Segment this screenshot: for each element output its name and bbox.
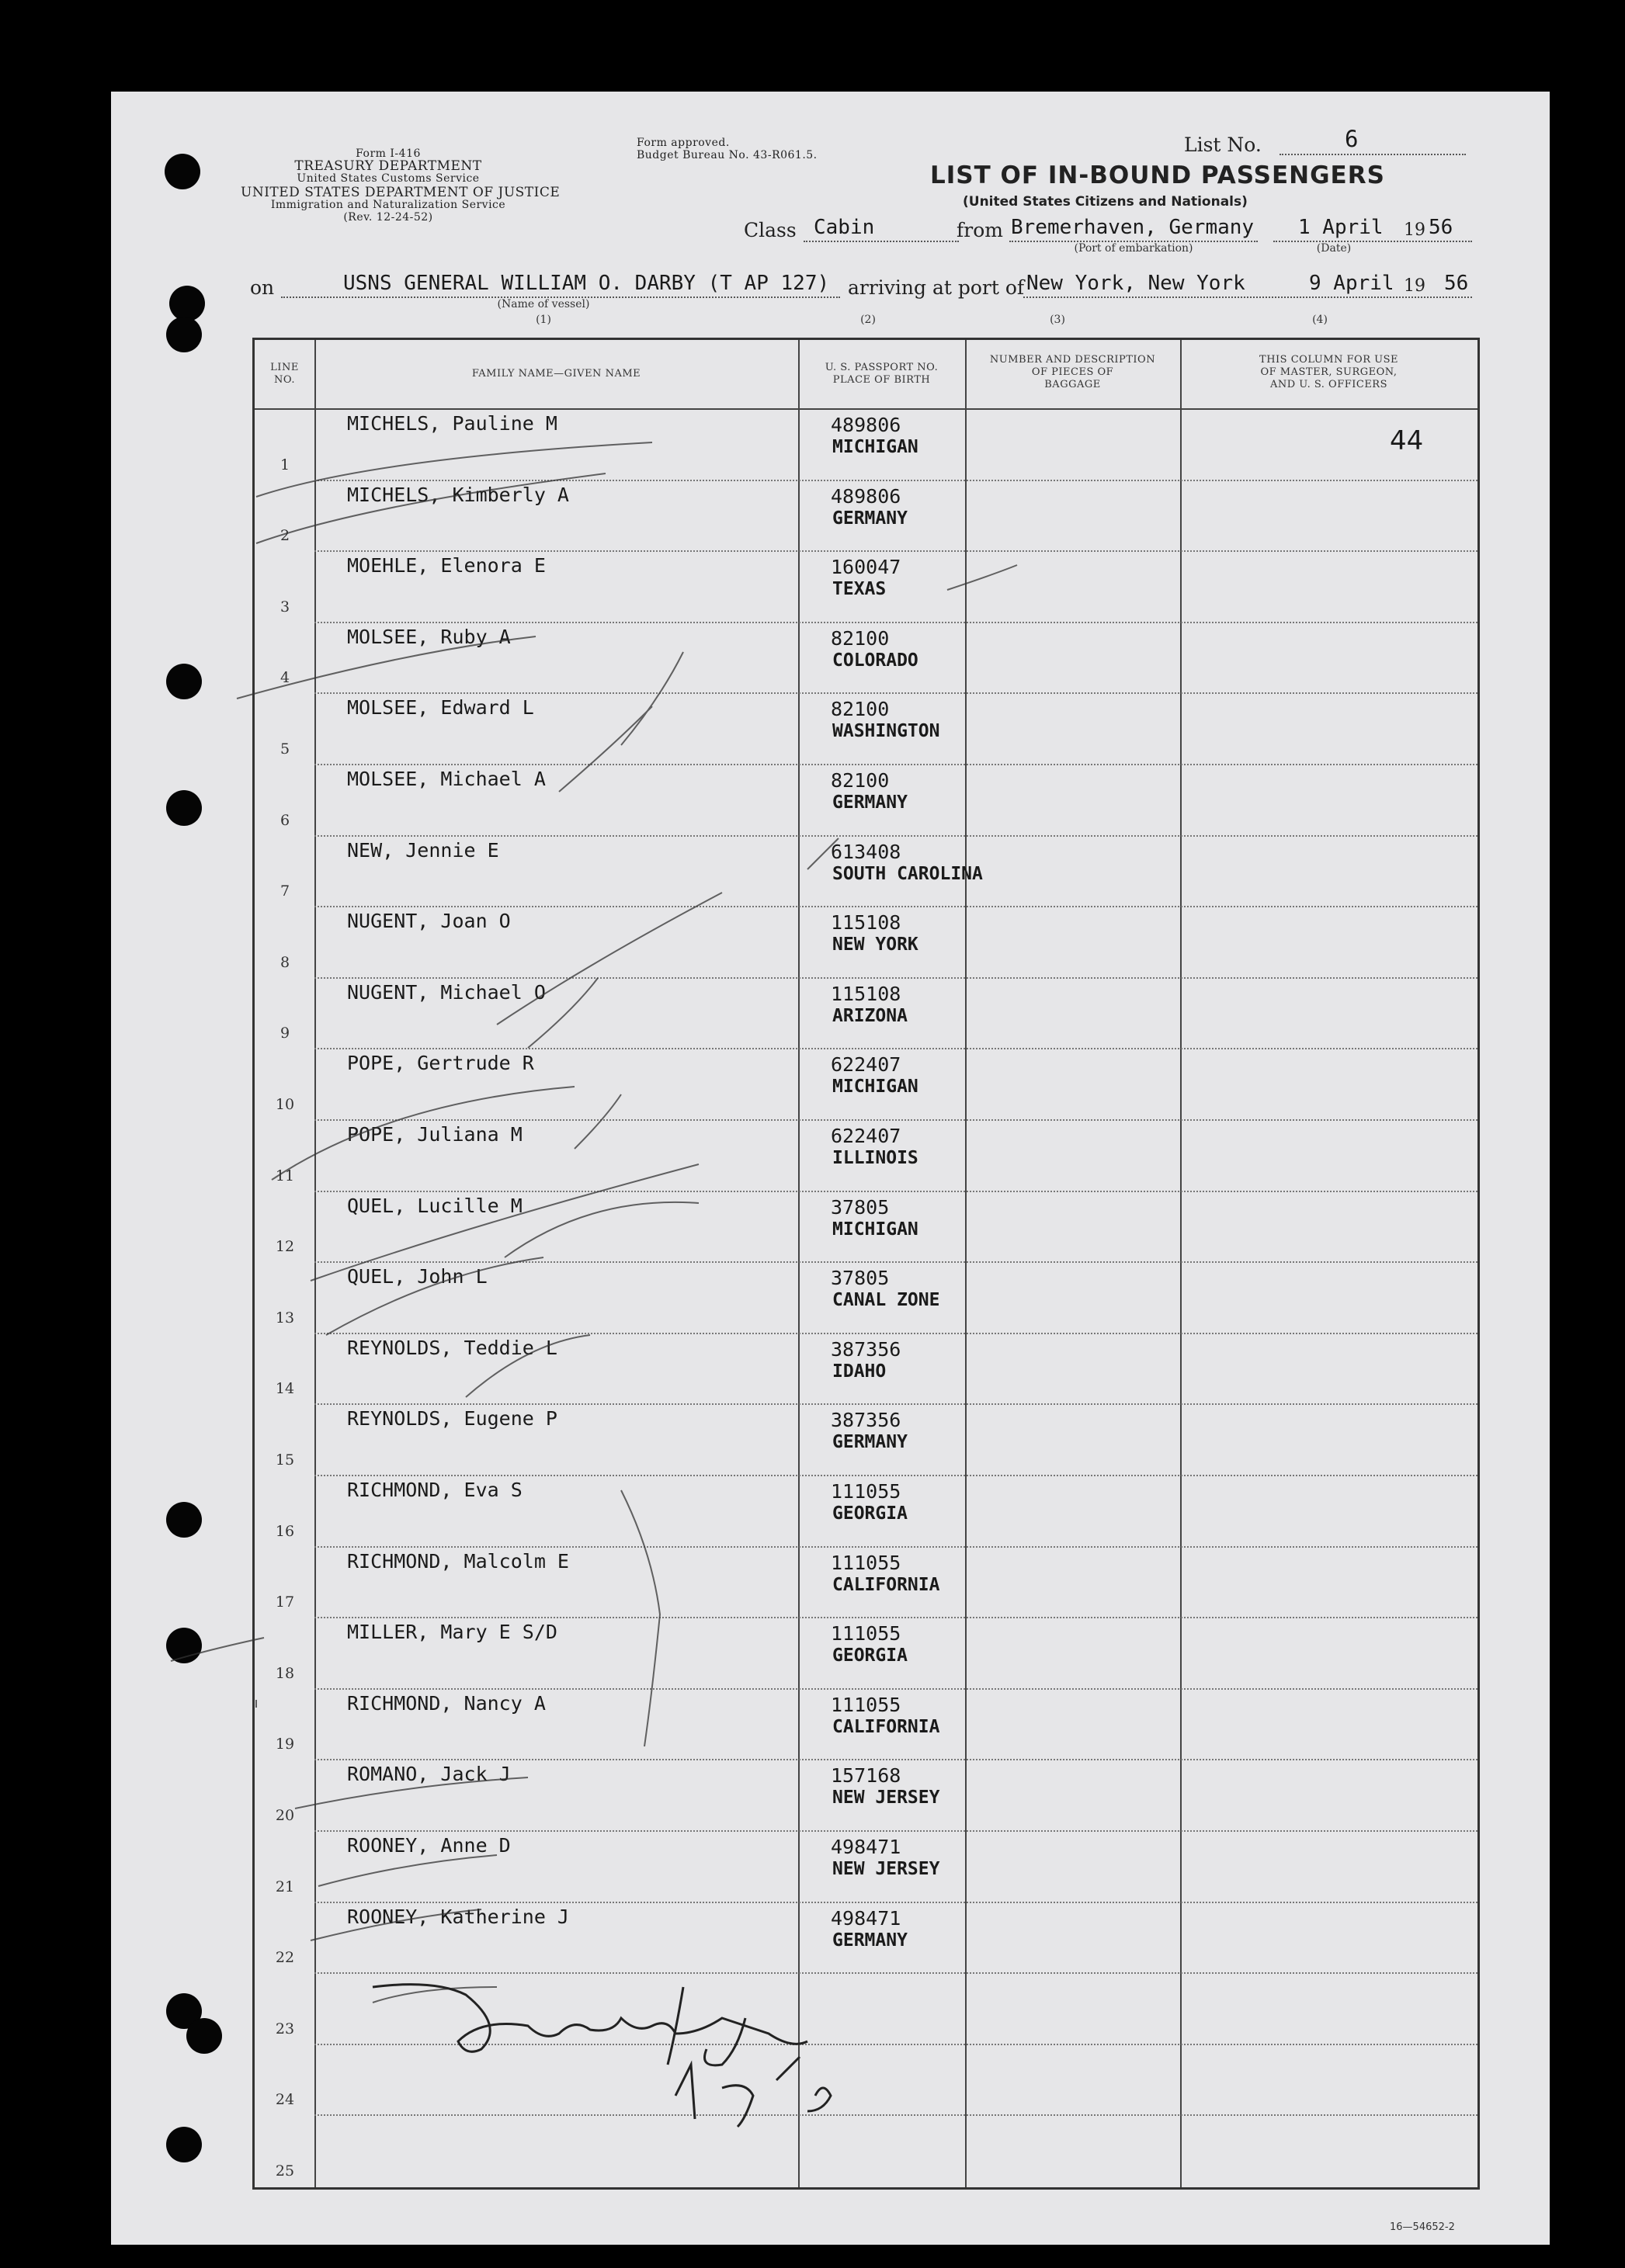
- line-number: 1: [280, 456, 290, 473]
- passport-number: 489806: [831, 414, 901, 436]
- passenger-name: POPE, Gertrude R: [347, 1052, 534, 1075]
- place-of-birth: GEORGIA: [832, 1503, 908, 1524]
- col-header-baggage-3: BAGGAGE: [1044, 379, 1101, 390]
- place-of-birth: GEORGIA: [832, 1646, 908, 1666]
- place-of-birth: MICHIGAN: [832, 1077, 918, 1098]
- passport-number: 82100: [831, 769, 890, 792]
- place-of-birth: MICHIGAN: [832, 1219, 918, 1240]
- page-subtitle: (United States Citizens and Nationals): [963, 194, 1248, 210]
- passenger-name: MICHELS, Kimberly A: [347, 483, 569, 506]
- place-of-birth: NEW YORK: [832, 935, 918, 955]
- budget-bureau: Budget Bureau No. 43-R061.5.: [637, 149, 818, 161]
- place-of-birth: COLORADO: [832, 650, 918, 671]
- col-header-passport-no: U. S. PASSPORT NO.: [825, 362, 939, 373]
- line-number: 14: [275, 1380, 295, 1398]
- line-number: 9: [280, 1025, 290, 1042]
- passport-number: 111055: [831, 1551, 901, 1574]
- justice-dept: UNITED STATES DEPARTMENT OF JUSTICE: [241, 185, 561, 200]
- passport-number: 115108: [831, 982, 901, 1005]
- arrival-year-prefix: 19: [1404, 276, 1425, 296]
- passport-number: 622407: [831, 1125, 901, 1147]
- passenger-name: MICHELS, Pauline M: [347, 412, 557, 435]
- passenger-name: ROMANO, Jack J: [347, 1763, 511, 1786]
- list-no-label: List No.: [1184, 134, 1262, 156]
- col-header-officers-1: THIS COLUMN FOR USE: [1259, 354, 1398, 366]
- passport-number: 387356: [831, 1409, 901, 1432]
- col-header-baggage-1: NUMBER AND DESCRIPTION: [989, 354, 1156, 366]
- line-number: 21: [275, 1878, 295, 1895]
- line-number: 18: [275, 1664, 295, 1682]
- passenger-name: REYNOLDS, Teddie L: [347, 1336, 557, 1359]
- embark-year-prefix: 19: [1404, 220, 1425, 240]
- col-num-3: (3): [1050, 314, 1065, 326]
- line-number: 19: [275, 1736, 295, 1753]
- passport-number: 157168: [831, 1764, 901, 1788]
- passport-number: 111055: [831, 1480, 901, 1503]
- passport-number: 498471: [831, 1906, 901, 1930]
- col-num-4: (4): [1312, 314, 1328, 326]
- passenger-name: MILLER, Mary E S/D: [347, 1621, 557, 1644]
- arrival-date: 9 April: [1309, 272, 1394, 295]
- col-num-2: (2): [860, 314, 876, 326]
- passport-number: 160047: [831, 556, 901, 579]
- place-of-birth: TEXAS: [832, 579, 887, 600]
- place-of-birth: GERMANY: [832, 1930, 908, 1951]
- passenger-name: MOLSEE, Edward L: [347, 696, 534, 720]
- line-number: 6: [280, 811, 290, 829]
- customs-service: United States Customs Service: [297, 172, 480, 185]
- class-value: Cabin: [814, 216, 875, 239]
- embark-date: 1 April: [1298, 216, 1384, 239]
- col-header-officers-3: AND U. S. OFFICERS: [1269, 379, 1388, 390]
- footer-code: 16—54652-2: [1390, 2221, 1455, 2233]
- line-number: 3: [280, 598, 290, 616]
- arriving-label: arriving at port of: [848, 276, 1025, 299]
- place-of-birth: GERMANY: [832, 1432, 908, 1453]
- passenger-name: RICHMOND, Nancy A: [347, 1691, 546, 1715]
- from-label: from: [957, 219, 1003, 241]
- passport-number: 115108: [831, 911, 901, 935]
- passport-number: 613408: [831, 840, 901, 863]
- passport-number: 111055: [831, 1622, 901, 1646]
- class-label: Class: [744, 219, 797, 241]
- place-of-birth: CALIFORNIA: [832, 1716, 940, 1737]
- passport-number: 82100: [831, 698, 890, 721]
- line-number: 17: [275, 1593, 295, 1611]
- line-number: 13: [275, 1309, 295, 1326]
- line-number: 2: [280, 527, 290, 545]
- place-of-birth: NEW JERSEY: [832, 1859, 940, 1879]
- passport-number: 111055: [831, 1693, 901, 1716]
- port-of-embarkation: Bremerhaven, Germany: [1011, 216, 1255, 239]
- passenger-name: RICHMOND, Malcolm E: [347, 1549, 569, 1573]
- passenger-name: MOLSEE, Ruby A: [347, 625, 511, 648]
- place-of-birth: MICHIGAN: [832, 437, 918, 457]
- passport-number: 622407: [831, 1053, 901, 1077]
- line-number: 7: [280, 883, 290, 900]
- col-header-name: FAMILY NAME—GIVEN NAME: [471, 368, 641, 380]
- ins-service: Immigration and Naturalization Service: [270, 199, 506, 211]
- place-of-birth: GERMANY: [832, 508, 908, 529]
- line-number: 10: [275, 1096, 295, 1113]
- passenger-name: NEW, Jennie E: [347, 838, 499, 862]
- form-revision: (Rev. 12-24-52): [343, 211, 433, 224]
- passport-number: 387356: [831, 1337, 901, 1361]
- passenger-name: QUEL, John L: [347, 1265, 488, 1288]
- date-caption: (Date): [1316, 242, 1352, 255]
- line-number: 15: [275, 1451, 295, 1469]
- place-of-birth: IDAHO: [832, 1361, 887, 1382]
- on-label: on: [250, 276, 275, 299]
- passenger-name: QUEL, Lucille M: [347, 1194, 523, 1217]
- passport-number: 37805: [831, 1267, 890, 1290]
- col-header-no-text: NO.: [274, 374, 295, 386]
- officer-note: 44: [1390, 425, 1424, 456]
- passport-number: 82100: [831, 626, 890, 650]
- line-number: 20: [275, 1807, 295, 1824]
- col-header-baggage-2: OF PIECES OF: [1031, 366, 1114, 378]
- place-of-birth: WASHINGTON: [832, 721, 940, 742]
- line-number: 22: [275, 1949, 295, 1967]
- passenger-name: ROONEY, Katherine J: [347, 1905, 569, 1928]
- treasury-dept: TREASURY DEPARTMENT: [294, 158, 482, 174]
- place-of-birth: ARIZONA: [832, 1005, 908, 1026]
- passenger-name: ROONEY, Anne D: [347, 1834, 511, 1857]
- vessel-name: USNS GENERAL WILLIAM O. DARBY (T AP 127): [343, 272, 830, 295]
- line-number: 5: [280, 740, 290, 758]
- list-number: 6: [1345, 126, 1359, 152]
- arrival-year: 56: [1444, 272, 1469, 295]
- col-num-1: (1): [536, 314, 551, 326]
- passenger-name: POPE, Juliana M: [347, 1123, 523, 1146]
- passenger-name: REYNOLDS, Eugene P: [347, 1407, 557, 1431]
- passenger-name: MOEHLE, Elenora E: [347, 554, 546, 577]
- passenger-name: NUGENT, Michael O: [347, 980, 546, 1004]
- arrival-port: New York, New York: [1026, 272, 1245, 295]
- line-number: 24: [275, 2091, 295, 2109]
- place-of-birth: CANAL ZONE: [832, 1290, 940, 1311]
- col-header-place-of-birth: PLACE OF BIRTH: [832, 374, 931, 386]
- page-title: LIST OF IN-BOUND PASSENGERS: [930, 161, 1385, 189]
- vessel-caption: (Name of vessel): [497, 298, 590, 310]
- line-number: 23: [275, 2020, 295, 2037]
- passport-number: 37805: [831, 1195, 890, 1219]
- place-of-birth: CALIFORNIA: [832, 1574, 940, 1595]
- embark-year: 56: [1429, 216, 1453, 239]
- embark-caption: (Port of embarkation): [1074, 242, 1193, 255]
- line-number: 8: [280, 953, 290, 971]
- place-of-birth: ILLINOIS: [832, 1148, 918, 1168]
- line-number: 12: [275, 1238, 295, 1256]
- passenger-name: MOLSEE, Michael A: [347, 768, 546, 790]
- form-approved: Form approved.: [637, 137, 730, 149]
- place-of-birth: NEW JERSEY: [832, 1788, 940, 1809]
- line-number: 4: [280, 669, 290, 687]
- line-number: 25: [275, 2162, 295, 2180]
- col-header-line-text: LINE: [270, 362, 299, 373]
- form-number: Form I-416: [356, 147, 421, 160]
- passenger-name: RICHMOND, Eva S: [347, 1479, 523, 1501]
- passport-number: 489806: [831, 484, 901, 508]
- place-of-birth: GERMANY: [832, 792, 908, 813]
- col-header-officers-2: OF MASTER, SURGEON,: [1260, 366, 1398, 378]
- line-number: 16: [275, 1522, 295, 1540]
- passenger-name: NUGENT, Joan O: [347, 910, 511, 933]
- line-number: 11: [275, 1167, 295, 1184]
- place-of-birth: SOUTH CAROLINA: [832, 863, 983, 884]
- passport-number: 498471: [831, 1836, 901, 1858]
